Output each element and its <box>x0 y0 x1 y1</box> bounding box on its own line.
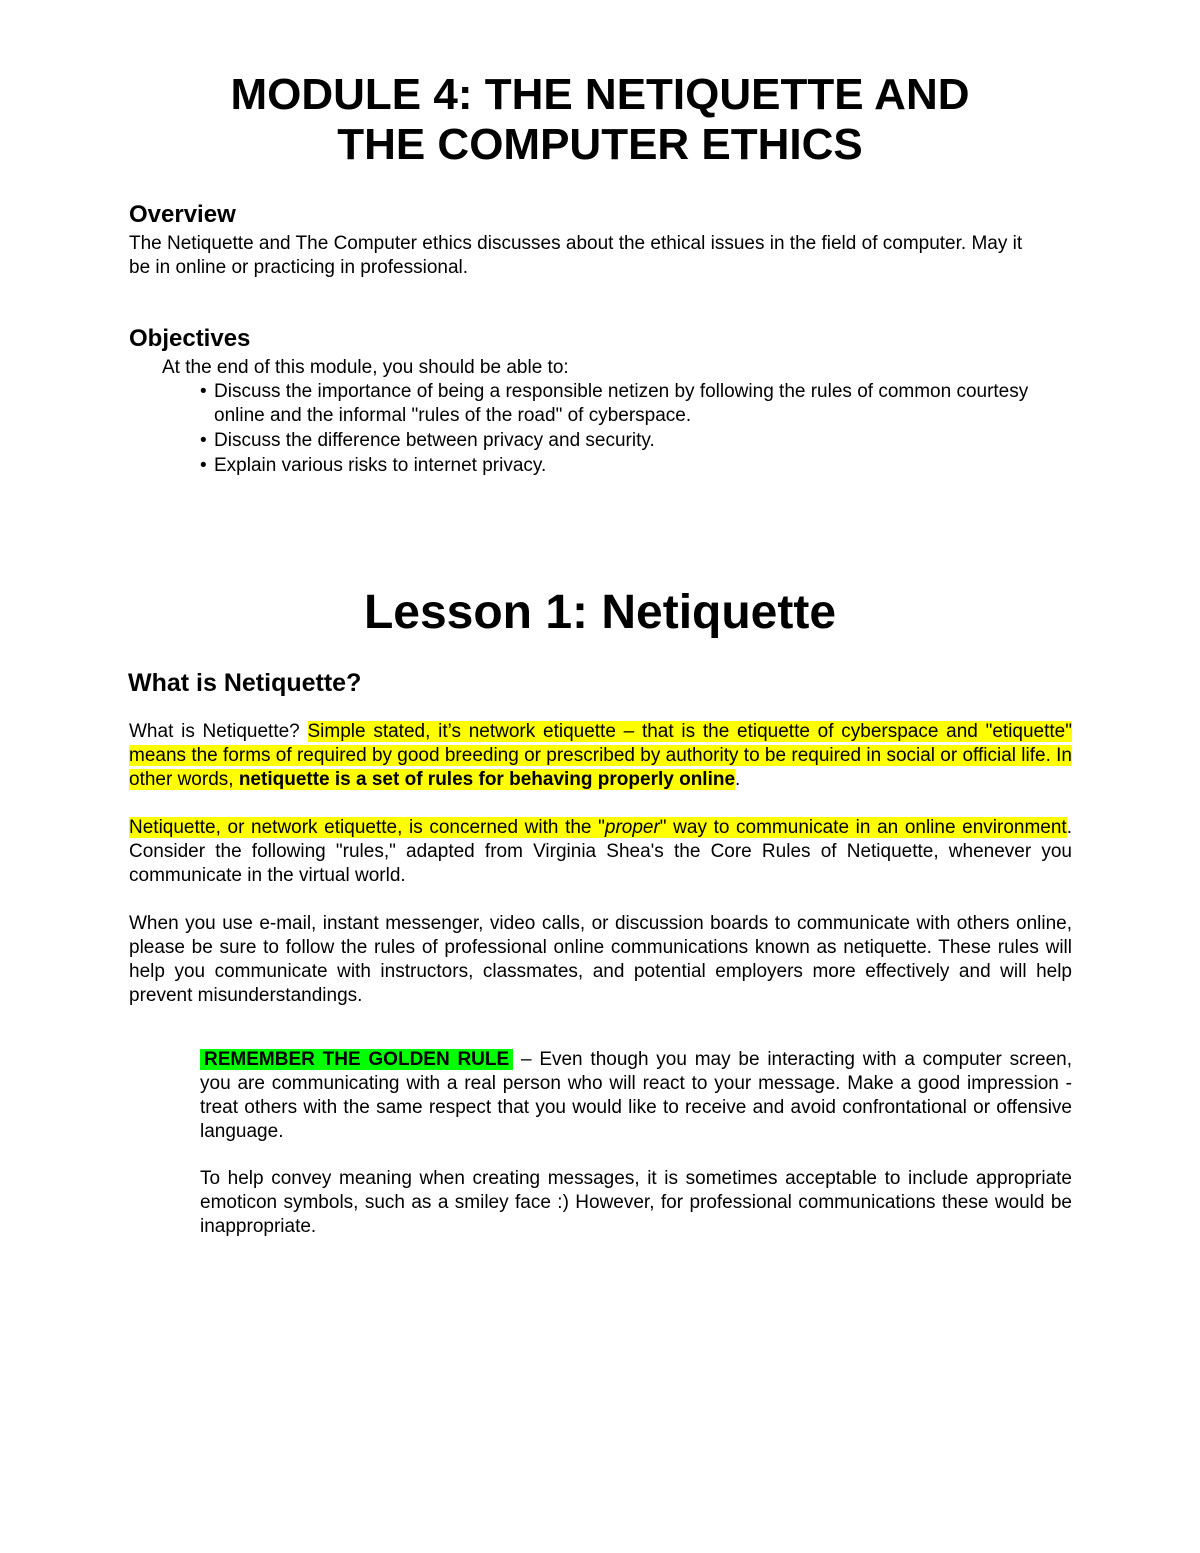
paragraph-tail: . Consider the following "rules," adapted from Virginia Shea's the Core Rules of Netiquette, whenever you communicate in the virtual world. <box>129 817 1072 886</box>
paragraph-proper-way <box>129 816 1072 888</box>
highlighted-text: Simple stated, it’s network etiquette – that is the etiquette of cyberspace and "etiquette" means the forms of required by good breeding or prescribed by authority to be required in social or official life. In other words, <box>129 721 1072 790</box>
golden-rule-text: – Even though you may be interacting with a computer screen, you are communicating with a real person who will react to your message. Make a good impression - treat others with the same respect that you would like to receive and avoid confrontational or offensive language. <box>200 1049 1072 1142</box>
paragraph-lead: What is Netiquette? <box>129 721 308 742</box>
objective-item <box>200 380 1080 428</box>
paragraph-definition <box>129 720 1072 792</box>
objective-item <box>200 454 1080 478</box>
highlighted-italic-text: proper <box>604 817 660 838</box>
objective-item <box>200 429 1080 453</box>
what-is-netiquette-heading: What is Netiquette? <box>128 669 362 697</box>
paragraph-tail: . <box>735 769 741 790</box>
overview-text: The Netiquette and The Computer ethics discusses about the ethical issues in the field of computer. May it be in online or practicing in professional. <box>129 233 1023 278</box>
objectives-list <box>200 380 1080 479</box>
module-title-line-1: MODULE 4: THE NETIQUETTE AND <box>230 70 970 119</box>
paragraph-emoticons: To help convey meaning when creating messages, it is sometimes acceptable to include appropriate emoticon symbols, such as a smiley face :) However, for professional communications these would be inappropriate. <box>200 1168 1072 1237</box>
highlighted-bold-text: netiquette is a set of rules for behaving properly online <box>238 769 736 790</box>
paragraph-golden-rule <box>200 1048 1072 1144</box>
paragraph-communication-rules: When you use e-mail, instant messenger, video calls, or discussion boards to communicate with others online, please be sure to follow the rules of professional online communications known as netiquette. These rules will help you communicate with instructors, classmates, and potential employers more effectively and will help prevent misunderstandings. <box>129 913 1072 1006</box>
objectives-heading: Objectives <box>129 325 251 352</box>
highlighted-text: " way to communicate in an online environment <box>659 817 1067 838</box>
overview-heading: Overview <box>129 201 236 228</box>
module-title <box>0 70 1200 170</box>
bullet-icon: • <box>200 381 207 402</box>
objective-text: Explain various risks to internet privacy. <box>214 455 547 476</box>
objective-text: Discuss the importance of being a responsible netizen by following the rules of common courtesy online and the informal "rules of the road" of cyberspace. <box>214 381 1029 426</box>
module-title-line-2: THE COMPUTER ETHICS <box>337 120 863 169</box>
objective-text: Discuss the difference between privacy and security. <box>214 430 655 451</box>
bullet-icon: • <box>200 455 207 476</box>
bullet-icon: • <box>200 430 207 451</box>
highlighted-text: Netiquette, or network etiquette, is concerned with the " <box>129 817 605 838</box>
objectives-intro: At the end of this module, you should be able to: <box>162 357 569 378</box>
golden-rule-label: REMEMBER THE GOLDEN RULE <box>200 1049 513 1070</box>
lesson-title: Lesson 1: Netiquette <box>363 586 837 639</box>
